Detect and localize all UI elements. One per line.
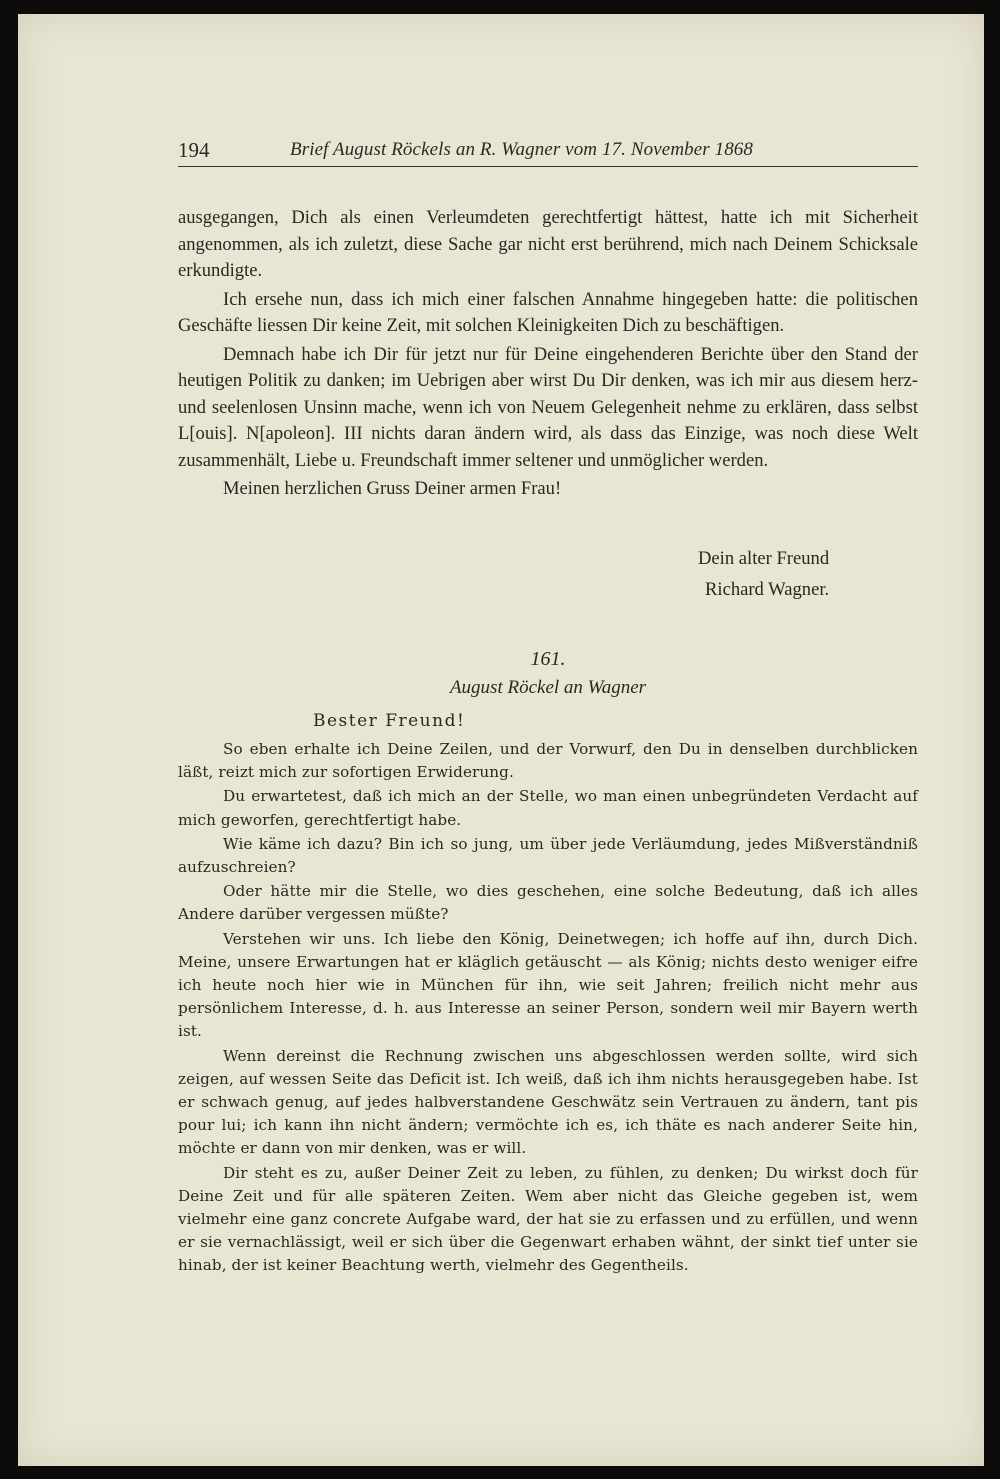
paragraph: ausgegangen, Dich als einen Verleumdeten gerechtfertigt hättest, hatte ich mit Sicherheit angenommen, als ich zuletzt, diese Sache gar nicht erst berührend, mich nach Deinem Schicksale erkundigte. xyxy=(178,207,918,281)
text-section-modern xyxy=(178,205,918,503)
paragraph: Dir steht es zu, außer Deiner Zeit zu leben, zu fühlen, zu denken; Du wirkst doch für Deine Zeit und für alle späteren Zeiten. Wem aber nicht das Gleiche gegeben ist, wem vielmehr eine ganz concrete Aufgabe ward, der hat sie zu erfassen und zu erfüllen, und wenn er sie vernachlässigt, weil er sich über die Gegenwart erhaben wähnt, der sinkt tief unter sie hinab, der ist keiner Beachtung werth, vielmehr des Gegentheils. xyxy=(178,1163,918,1275)
running-title: Brief August Röckels an R. Wagner vom 17. November 1868 xyxy=(290,139,754,160)
paragraph: Oder hätte mir die Stelle, wo dies geschehen, eine solche Bedeutung, daß ich alles Andere darüber vergessen müßte? xyxy=(178,882,918,924)
paragraph: So eben erhalte ich Deine Zeilen, und der Vorwurf, den Du in denselben durchblicken läßt, reizt mich zur sofortigen Erwiderung. xyxy=(178,740,918,782)
closing: Dein alter Freund xyxy=(698,548,830,569)
paragraph: Demnach habe ich Dir für jetzt nur für Deine eingehenderen Berichte über den Stand der heutigen Politik zu danken; im Uebrigen aber wirst Du Dir denken, was ich mir aus diesem herz- und seelenlosen Unsinn mache, wenn ich von Neuem Gelegenheit nehme zu erklären, dass selbst L[ouis]. N[apoleon]. III nichts daran ändern wird, als dass das Einzige, was noch diese Welt zusammenhält, Liebe u. Freundschaft immer seltener und unmöglicher werden. xyxy=(178,343,918,471)
letter-number: 161. xyxy=(530,648,566,670)
letter-title: August Röckel an Wagner xyxy=(449,677,647,698)
paragraph: Wenn dereinst die Rechnung zwischen uns abgeschlossen werden sollte, wird sich zeigen, auf wessen Seite das Deficit ist. Ich weiß, daß ich ihm nichts herausgegeben habe. Ist er schwach genug, auf jedes halbverstandene Geschwätz sein Vertrauen zu ändern, tant pis pour lui; ich kann ihn nicht ändern; vermöchte ich es, ich thäte es nach anderer Seite hin, möchte er dann von mir denken, was er will. xyxy=(178,1046,918,1158)
paragraph: Ich ersehe nun, dass ich mich einer falschen Annahme hingegeben hatte: die politischen Geschäfte liessen Dir keine Zeit, mit solchen Kleinigkeiten Dich zu beschäftigen. xyxy=(178,288,918,336)
paragraph: Du erwartetest, daß ich mich an der Stelle, wo man einen unbegründeten Verdacht auf mich geworfen, gerechtfertigt habe. xyxy=(178,787,918,829)
running-header xyxy=(178,136,918,167)
page-number: 194 xyxy=(178,138,210,162)
paragraph: Meinen herzlichen Gruss Deiner armen Frau! xyxy=(223,478,562,499)
paragraph: Verstehen wir uns. Ich liebe den König, Deinetwegen; ich hoffe auf ihn, durch Dich. Meine, unsere Erwartungen hat er kläglich getäuscht — als König; nichts desto weniger eifre ich heute noch hier wie in München für ihn, wie seit Jahren; freilich nicht mehr aus persönlichem Interesse, d. h. aus Interesse an seiner Person, sondern weil mir Bayern werth ist. xyxy=(178,929,918,1041)
paragraph: Wie käme ich dazu? Bin ich so jung, um über jede Verläumdung, jedes Mißverständniß aufzuschreien? xyxy=(178,834,918,877)
signature: Richard Wagner. xyxy=(705,579,830,600)
salutation: Bester Freund! xyxy=(313,711,466,731)
letter-body xyxy=(178,738,918,1278)
